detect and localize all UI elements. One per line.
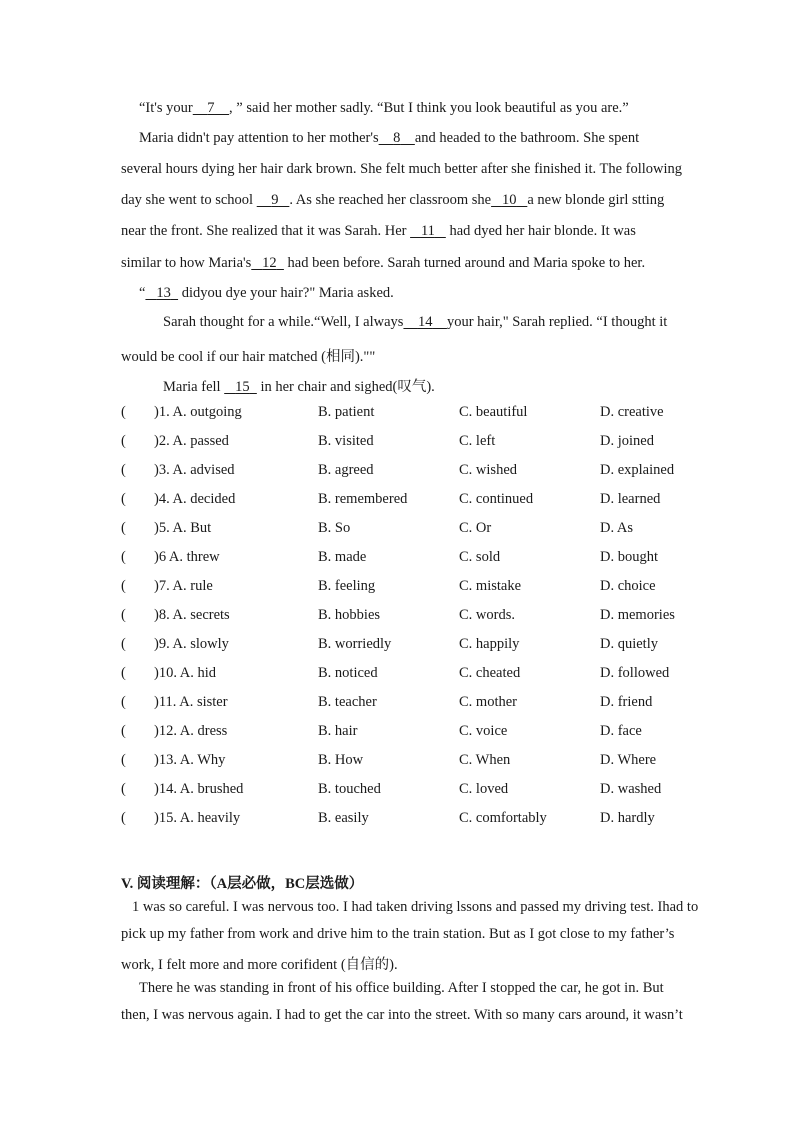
option-b: B. agreed xyxy=(318,462,374,478)
option-b: B. How xyxy=(318,752,364,768)
option-a: )4. A. decided xyxy=(154,491,236,507)
blank-12 xyxy=(251,255,284,271)
option-c: C. words. xyxy=(459,607,515,623)
option-c: C. beautiful xyxy=(459,404,528,420)
option-c: C. continued xyxy=(459,491,534,507)
question-row-3 xyxy=(121,462,721,482)
answer-paren: ( xyxy=(121,462,126,478)
answer-paren: ( xyxy=(121,433,126,449)
question-row-4 xyxy=(121,491,721,511)
option-c: C. mother xyxy=(459,694,517,710)
text: near the front. She realized that it was Sarah. Her xyxy=(121,223,411,239)
text: day she went to school xyxy=(121,192,257,208)
blank-10 xyxy=(491,192,527,208)
passage-line-3: several hours dying her hair dark brown. She felt much better after she finished it. The following xyxy=(121,161,683,177)
option-a: )10. A. hid xyxy=(154,665,217,681)
passage-line-8 xyxy=(163,314,667,331)
option-c: C. happily xyxy=(459,636,520,652)
question-row-1 xyxy=(121,404,721,424)
blank-number: 10 xyxy=(501,192,517,208)
question-row-10 xyxy=(121,665,721,685)
answer-paren: ( xyxy=(121,404,126,420)
option-b: B. remembered xyxy=(318,491,408,507)
question-row-7 xyxy=(121,578,721,598)
reading-line-1: 1 was so careful. I was nervous too. I had taken driving lssons and passed my driving test. Ihad to xyxy=(132,899,699,915)
option-c: C. comfortably xyxy=(459,810,547,826)
option-b: B. teacher xyxy=(318,694,377,710)
question-row-13 xyxy=(121,752,721,772)
text: Maria fell xyxy=(163,379,225,395)
option-d: D. face xyxy=(600,723,642,739)
option-d: D. memories xyxy=(600,607,675,623)
text: had dyed her hair blonde. It was xyxy=(445,223,636,239)
option-a: )9. A. slowly xyxy=(154,636,229,652)
answer-paren: ( xyxy=(121,752,126,768)
option-a: )15. A. heavily xyxy=(154,810,241,826)
option-a: )12. A. dress xyxy=(154,723,228,739)
answer-paren: ( xyxy=(121,636,126,652)
section-heading: V. 阅读理解：（A层必做，BC层选做） xyxy=(121,876,364,892)
answer-paren: ( xyxy=(121,578,126,594)
option-b: B. hobbies xyxy=(318,607,381,623)
answer-paren: ( xyxy=(121,781,126,797)
blank-number: 13 xyxy=(156,285,171,301)
blank-number: 7 xyxy=(207,100,215,116)
option-a: )6 A. threw xyxy=(154,549,220,565)
passage-line-10 xyxy=(163,375,435,396)
answer-paren: ( xyxy=(121,694,126,710)
option-b: B. feeling xyxy=(318,578,376,594)
option-b: B. patient xyxy=(318,404,375,420)
option-a: )11. A. sister xyxy=(154,694,228,710)
option-d: D. bought xyxy=(600,549,658,565)
question-row-6 xyxy=(121,549,721,569)
question-row-11 xyxy=(121,694,721,714)
reading-line-2: pick up my father from work and drive him to the train station. But as I got close to my father’s xyxy=(121,926,675,942)
answer-paren: ( xyxy=(121,723,126,739)
option-d: D. creative xyxy=(600,404,664,420)
text: “It's your xyxy=(139,100,193,116)
question-row-12 xyxy=(121,723,721,743)
question-row-14 xyxy=(121,781,721,801)
question-row-9 xyxy=(121,636,721,656)
option-b: B. easily xyxy=(318,810,369,826)
option-a: )2. A. passed xyxy=(154,433,229,449)
option-b: B. made xyxy=(318,549,367,565)
text: , ” said her mother sadly. “But I think you look beautiful as you are.” xyxy=(229,100,629,116)
blank-7 xyxy=(193,100,229,116)
text: your hair," Sarah replied. “I thought it xyxy=(446,314,668,330)
passage-line-6 xyxy=(121,255,645,272)
option-d: D. As xyxy=(600,520,634,536)
answer-paren: ( xyxy=(121,520,126,536)
option-a: )13. A. Why xyxy=(154,752,226,768)
blank-11 xyxy=(410,223,446,239)
passage-line-4 xyxy=(121,192,664,209)
blank-number: 14 xyxy=(417,314,433,330)
answer-paren: ( xyxy=(121,491,126,507)
reading-line-4: There he was standing in front of his office building. After I stopped the car, he got in. But xyxy=(139,980,664,996)
option-d: D. followed xyxy=(600,665,670,681)
option-a: )5. A. But xyxy=(154,520,212,536)
option-d: D. hardly xyxy=(600,810,655,826)
text: and headed to the bathroom. She spent xyxy=(414,130,640,146)
option-a: )7. A. rule xyxy=(154,578,213,594)
passage-line-2 xyxy=(139,130,639,147)
option-b: B. visited xyxy=(318,433,374,449)
blank-number: 15 xyxy=(235,379,250,395)
blank-13 xyxy=(145,285,178,301)
text: similar to how Maria's xyxy=(121,255,252,271)
option-c: C. loved xyxy=(459,781,509,797)
option-c: C. left xyxy=(459,433,496,449)
blank-number: 12 xyxy=(262,255,277,271)
passage-line-7 xyxy=(139,285,394,302)
question-row-15 xyxy=(121,810,721,830)
option-c: C. cheated xyxy=(459,665,521,681)
reading-line-5: then, I was nervous again. I had to get the car into the street. With so many cars around, it wasn’t xyxy=(121,1007,683,1023)
blank-number: 11 xyxy=(420,223,435,239)
option-d: D. explained xyxy=(600,462,675,478)
option-c: C. mistake xyxy=(459,578,522,594)
option-d: D. quietly xyxy=(600,636,658,652)
option-a: )3. A. advised xyxy=(154,462,235,478)
option-c: C. wished xyxy=(459,462,517,478)
option-b: B. worriedly xyxy=(318,636,392,652)
question-row-5 xyxy=(121,520,721,540)
option-b: B. noticed xyxy=(318,665,378,681)
text: “ xyxy=(139,285,146,301)
option-d: D. choice xyxy=(600,578,656,594)
option-b: B. So xyxy=(318,520,351,536)
option-d: D. learned xyxy=(600,491,661,507)
option-d: D. friend xyxy=(600,694,653,710)
option-a: )14. A. brushed xyxy=(154,781,244,797)
blank-8 xyxy=(379,130,415,146)
answer-paren: ( xyxy=(121,665,126,681)
question-row-8 xyxy=(121,607,721,627)
text: a new blonde girl stting xyxy=(527,192,665,208)
reading-line-3: work, I felt more and more corifident (自信的). xyxy=(121,957,398,973)
answer-paren: ( xyxy=(121,549,126,565)
blank-14 xyxy=(403,314,447,330)
blank-9 xyxy=(257,192,290,208)
option-d: D. washed xyxy=(600,781,662,797)
option-a: )8. A. secrets xyxy=(154,607,230,623)
option-a: )1. A. outgoing xyxy=(154,404,242,420)
answer-paren: ( xyxy=(121,810,126,826)
text: Maria didn't pay attention to her mother's xyxy=(139,130,379,146)
passage-line-5 xyxy=(121,223,636,240)
option-c: C. When xyxy=(459,752,511,768)
text: had been before. Sarah turned around and Maria spoke to her. xyxy=(283,255,646,271)
question-row-2 xyxy=(121,433,721,453)
option-b: B. touched xyxy=(318,781,381,797)
text: . As she reached her classroom she xyxy=(289,192,492,208)
answer-paren: ( xyxy=(121,607,126,623)
passage-line-9: would be cool if our hair matched (相同)."" xyxy=(121,349,376,365)
option-d: D. Where xyxy=(600,752,657,768)
option-d: D. joined xyxy=(600,433,654,449)
blank-number: 8 xyxy=(393,130,401,146)
option-c: C. Or xyxy=(459,520,492,536)
passage-line-1 xyxy=(139,100,629,117)
text: didyou dye your hair?" Maria asked. xyxy=(178,285,394,301)
text: Sarah thought for a while.“Well, I always xyxy=(163,314,404,330)
blank-number: 9 xyxy=(271,192,279,208)
option-c: C. voice xyxy=(459,723,508,739)
blank-15 xyxy=(224,379,257,395)
text: in her chair and sighed(叹气). xyxy=(256,379,435,395)
option-b: B. hair xyxy=(318,723,358,739)
option-c: C. sold xyxy=(459,549,501,565)
